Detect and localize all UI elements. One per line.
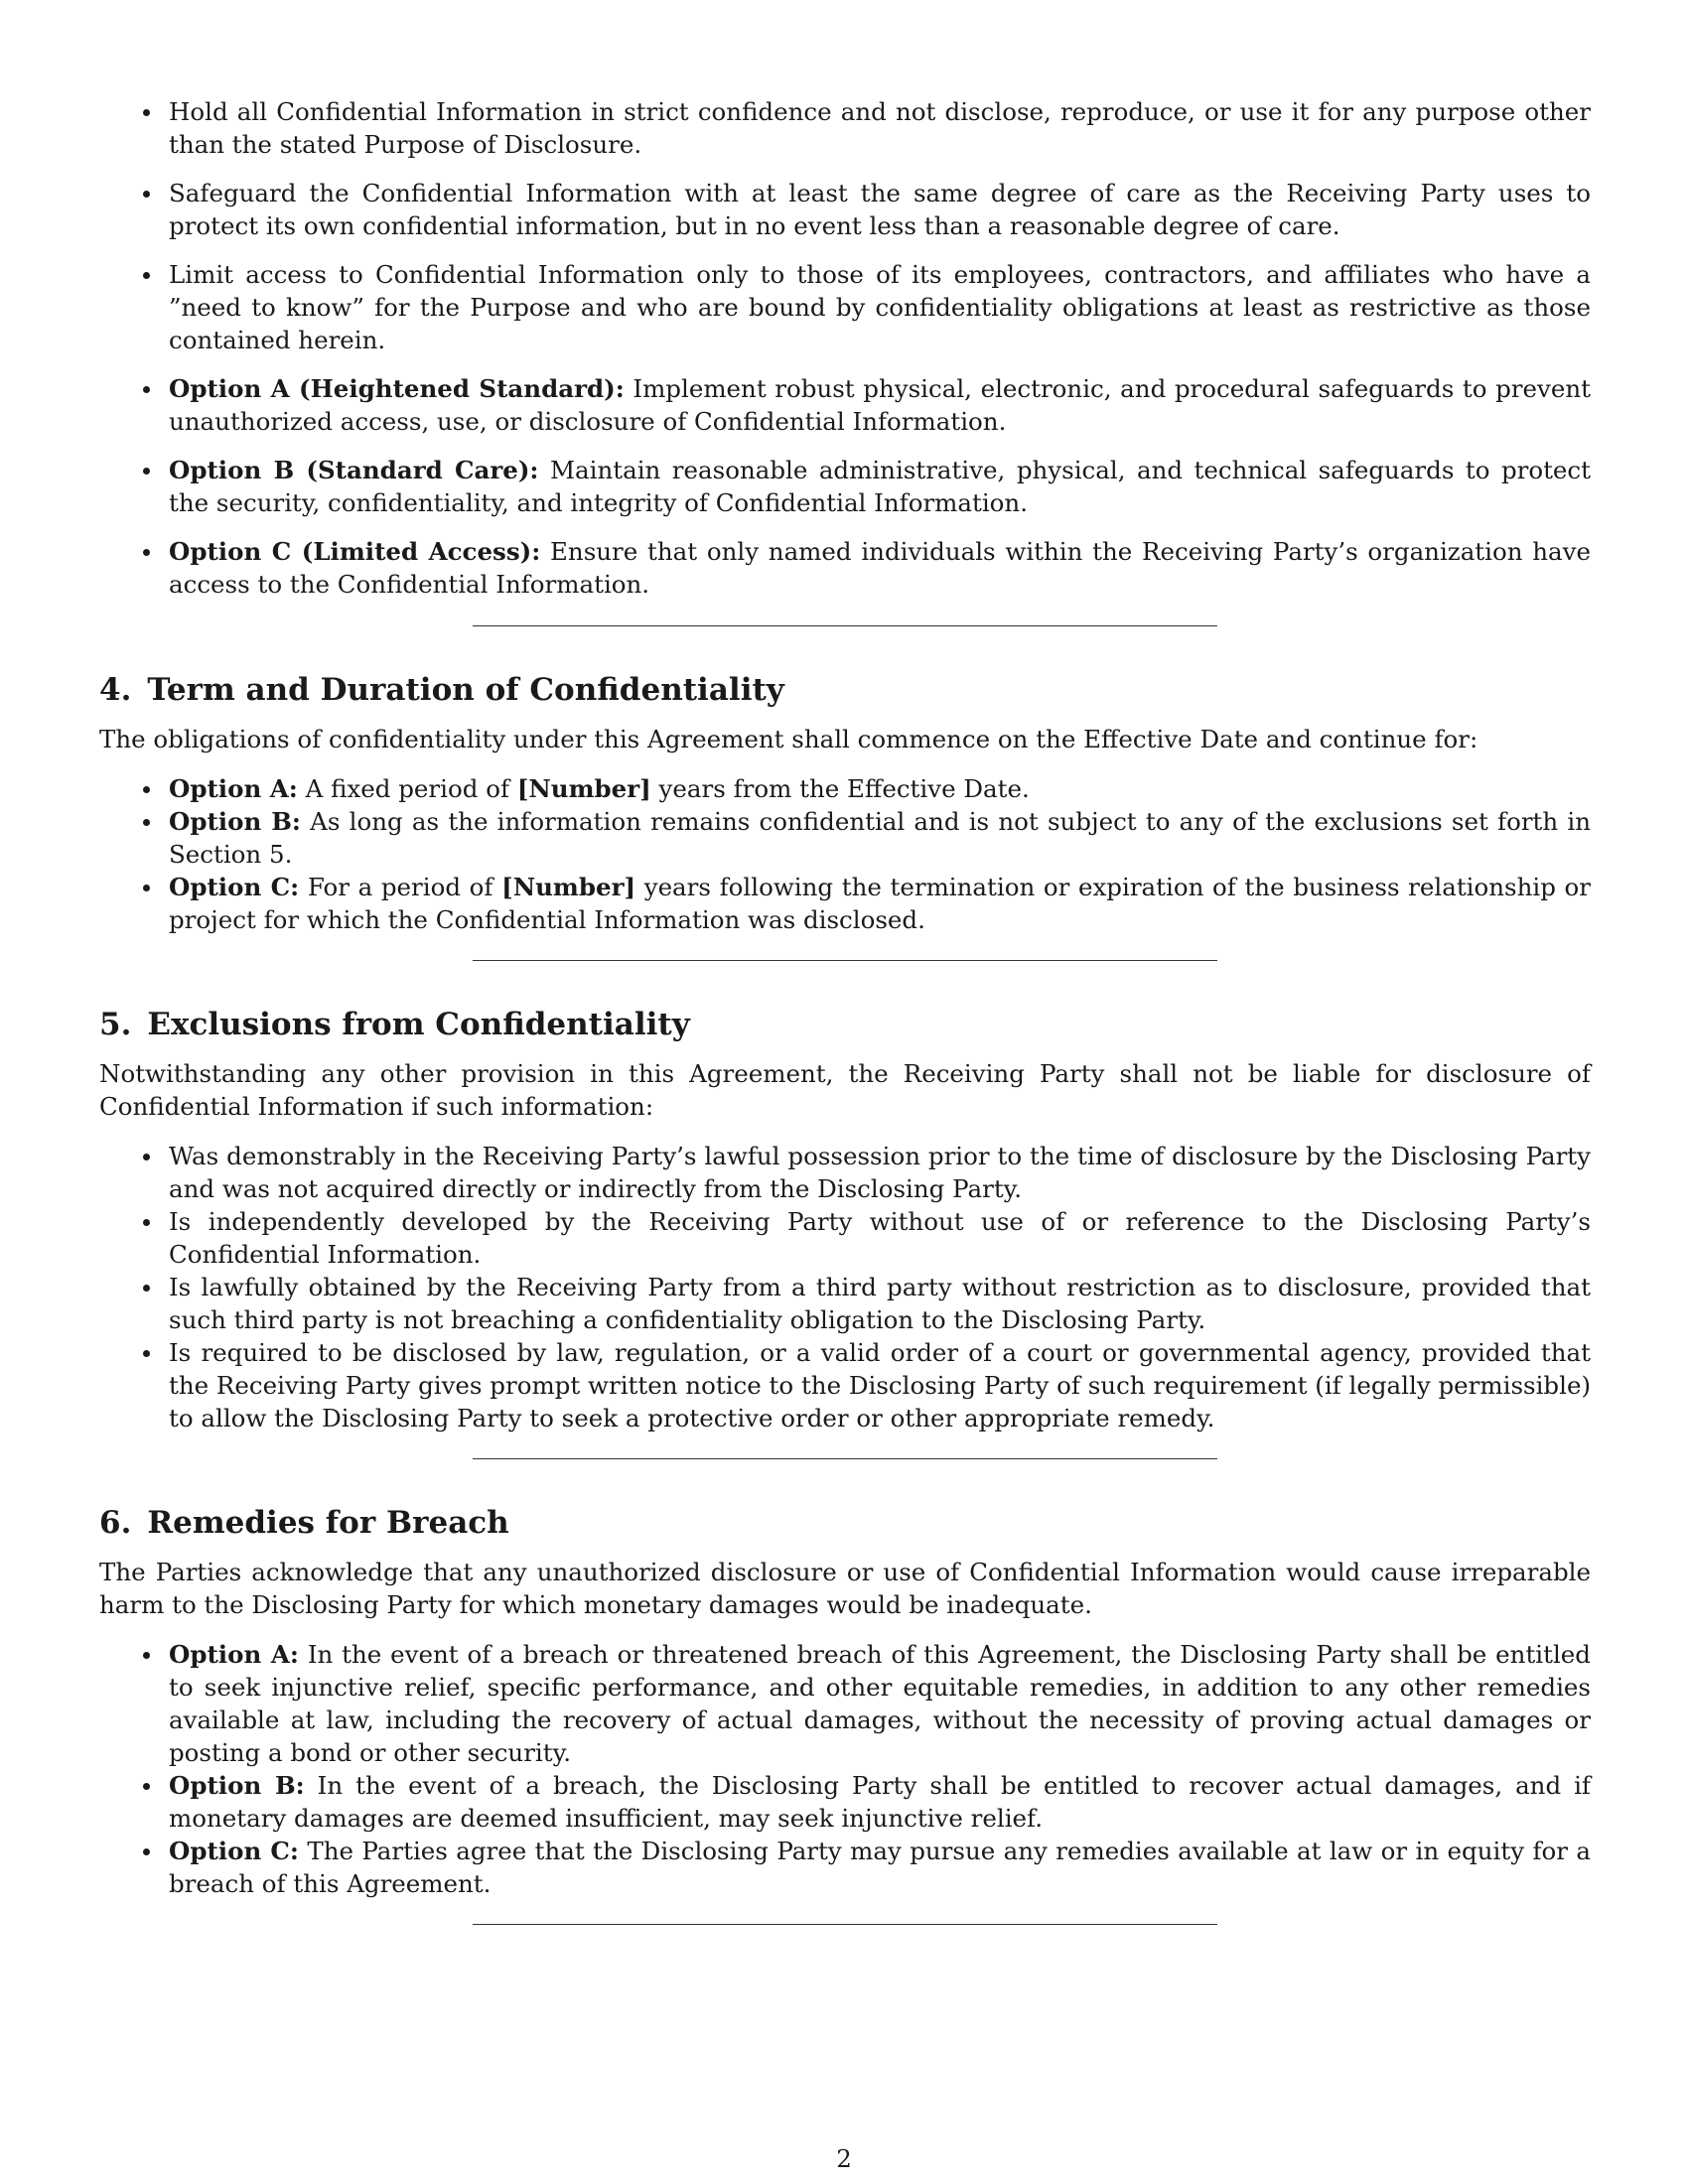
list-item: Option C (Limited Access): Ensure that only named individuals within the Receiving Party’s organization have access to the Confidential Information. xyxy=(169,537,1591,599)
page-number: 2 xyxy=(836,2144,852,2173)
section-4-intro: The obligations of confidentiality under this Agreement shall commence on the Effective Date and continue for: xyxy=(99,725,1478,753)
section-divider xyxy=(473,1458,1217,1459)
section-4-heading: 4. Term and Duration of Confidentiality xyxy=(99,672,784,708)
placeholder-number: [Number] xyxy=(501,873,636,901)
placeholder-number: [Number] xyxy=(516,774,651,803)
option-label: Option C: xyxy=(169,1837,299,1865)
option-label: Option B: xyxy=(169,807,301,836)
list-item: Safeguard the Confidential Information with at least the same degree of care as the Receiving Party uses to protect its own confidential information, but in no event less than a reasonable degree of care. xyxy=(169,179,1591,240)
list-item: Hold all Confidential Information in strict confidence and not disclose, reproduce, or use it for any purpose other than the stated Purpose of Disclosure. xyxy=(169,97,1591,159)
option-label: Option A: xyxy=(169,1640,299,1669)
document-page xyxy=(99,95,1591,1925)
list-item: Was demonstrably in the Receiving Party’s lawful possession prior to the time of disclosure by the Disclosing Party and was not acquired directly or indirectly from the Disclosing Party. xyxy=(169,1142,1591,1203)
list-item: Option C: For a period of [Number] years following the termination or expiration of the business relationship or project for which the Confidential Information was disclosed. xyxy=(169,873,1592,934)
list-item: Is lawfully obtained by the Receiving Party from a third party without restriction as to disclosure, provided that such third party is not breaching a confidentiality obligation to the Disclosing Party. xyxy=(169,1273,1591,1334)
section-divider xyxy=(473,1924,1217,1925)
list-item: Is independently developed by the Receiving Party without use of or reference to the Disclosing Party’s Confidential Information. xyxy=(169,1207,1591,1269)
list-item: Option A: A fixed period of [Number] years from the Effective Date. xyxy=(169,772,1591,805)
section-5-intro: Notwithstanding any other provision in this Agreement, the Receiving Party shall not be liable for disclosure of Confidential Information if such information: xyxy=(99,1059,1591,1121)
option-label: Option B (Standard Care): xyxy=(169,456,539,484)
option-label: Option A: xyxy=(169,774,298,803)
list-item: Limit access to Confidential Information only to those of its employees, contractors, and affiliates who have a ”need to know” for the Purpose and who are bound by confidentiality obligations at least as restrictive as those contained herein. xyxy=(169,260,1591,354)
section-5-heading: 5. Exclusions from Confidentiality xyxy=(99,1007,690,1042)
list-item: Option B (Standard Care): Maintain reasonable administrative, physical, and technical safeguards to protect the security, confidentiality, and integrity of Confidential Information. xyxy=(169,456,1591,517)
section-5-exclusions xyxy=(99,1140,1591,1434)
option-label: Option C: xyxy=(169,873,300,901)
section-6-intro: The Parties acknowledge that any unauthorized disclosure or use of Confidential Information would cause irreparable harm to the Disclosing Party for which monetary damages would be inadequate. xyxy=(99,1558,1591,1619)
list-item: Option A: In the event of a breach or threatened breach of this Agreement, the Disclosing Party shall be entitled to seek injunctive relief, specific performance, and other equitable remedies, in addition to any other remedies available at law, including the recovery of actual damages, without the necessity of proving actual damages or posting a bond or other security. xyxy=(169,1640,1591,1767)
list-item: Option C: The Parties agree that the Disclosing Party may pursue any remedies available at law or in equity for a breach of this Agreement. xyxy=(169,1837,1591,1898)
option-label: Option A (Heightened Standard): xyxy=(169,374,625,403)
section-4-options xyxy=(99,772,1591,936)
option-label: Option B: xyxy=(169,1771,305,1800)
list-item: Option A (Heightened Standard): Implement robust physical, electronic, and procedural safeguards to prevent unauthorized access, use, or disclosure of Confidential Information. xyxy=(169,374,1591,436)
option-label: Option C (Limited Access): xyxy=(169,537,541,566)
section-6-options xyxy=(99,1638,1591,1900)
section-divider xyxy=(473,625,1217,626)
list-item: Option B: In the event of a breach, the Disclosing Party shall be entitled to recover actual damages, and if monetary damages are deemed insufficient, may seek injunctive relief. xyxy=(169,1771,1591,1833)
section-divider xyxy=(473,960,1217,961)
list-item: Is required to be disclosed by law, regulation, or a valid order of a court or governmental agency, provided that the Receiving Party gives prompt written notice to the Disclosing Party of such requirement (if legally permissible) to allow the Disclosing Party to seek a protective order or other appropriate remedy. xyxy=(169,1338,1591,1433)
section-6-heading: 6. Remedies for Breach xyxy=(99,1505,509,1541)
list-item: Option B: As long as the information remains confidential and is not subject to any of the exclusions set forth in Section 5. xyxy=(169,807,1591,869)
obligations-list xyxy=(99,95,1591,601)
